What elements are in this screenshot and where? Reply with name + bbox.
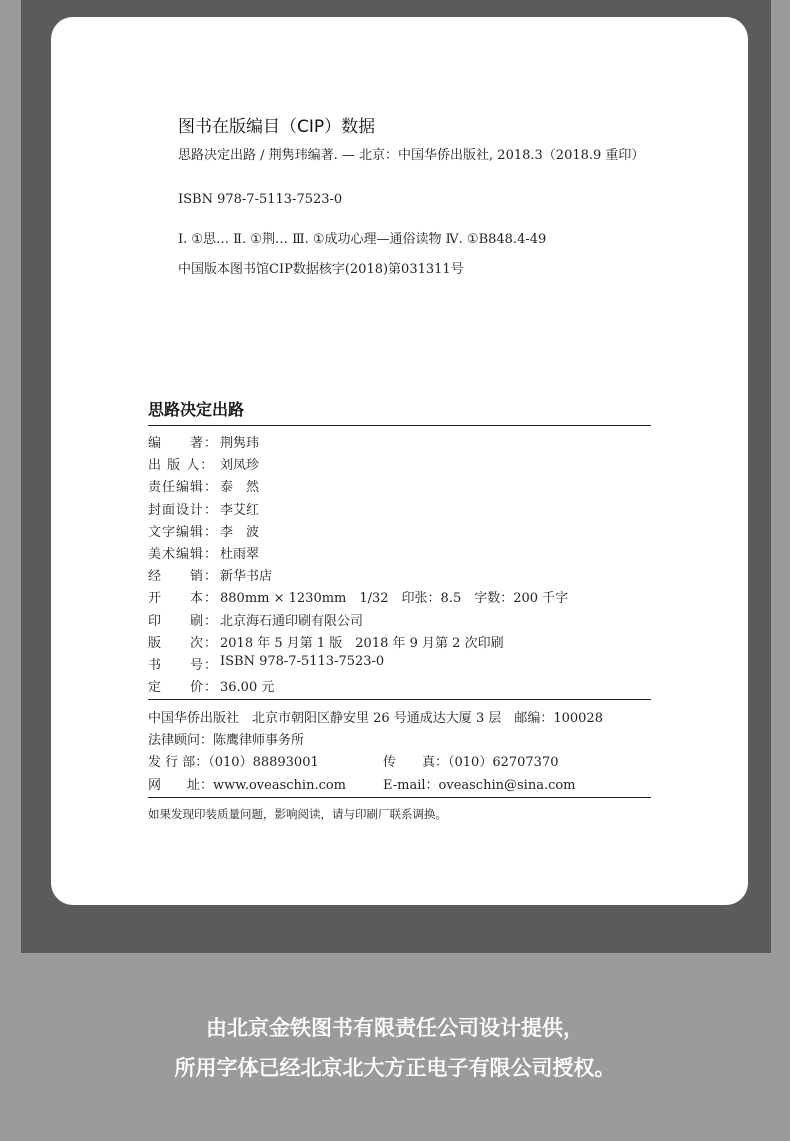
book-info-label: 责任编辑： (148, 480, 219, 496)
book-info-row (148, 587, 568, 606)
book-info-value: 36.00 元 (220, 680, 275, 696)
book-info-row (148, 565, 272, 584)
credit-line-2: 所用字体已经北京北大方正电子有限公司授权。 (174, 1055, 616, 1080)
cip-heading: 图书在版编目（CIP）数据 (178, 117, 376, 137)
book-info-row (148, 676, 274, 695)
quality-notice: 如果发现印装质量问题，影响阅读，请与印刷厂联系调换。 (148, 807, 447, 821)
divider-middle (148, 699, 651, 700)
book-info-value: 荆隽玮 (220, 436, 260, 451)
book-info-label: 编 著： (148, 436, 219, 451)
cip-classification: Ⅰ. ①思… Ⅱ. ①荆… Ⅲ. ①成功心理—通俗读物 Ⅳ. ①B848.4-49 (178, 232, 547, 247)
website: 网 址：www.oveaschin.com (148, 778, 347, 793)
book-info-row (148, 543, 259, 562)
book-info-value: 李艾红 (220, 502, 260, 518)
credit-line-1: 由北京金铁图书有限责任公司设计提供， (206, 1015, 584, 1040)
book-info-value: 2018 年 5 月第 1 版 2018 年 9 月第 2 次印刷 (220, 635, 504, 651)
book-info-label: 定 价： (148, 680, 219, 696)
book-info-value: 泰 然 (220, 480, 260, 496)
sales-department: 发 行 部：（010）88893001 (148, 755, 319, 770)
book-info-row (148, 610, 363, 629)
cip-record: 中国版本图书馆CIP数据核字(2018)第031311号 (178, 262, 464, 277)
book-info-row (148, 476, 259, 495)
book-info-value: 880mm × 1230mm 1/32 印张：8.5 字数：200 千字 (220, 591, 569, 607)
book-info-row (148, 454, 259, 473)
cip-entry (148, 147, 653, 165)
book-info-label: 书 号： (148, 658, 219, 673)
book-info-value: ISBN 978-7-5113-7523-0 (220, 654, 385, 669)
book-info-label: 印 刷： (148, 613, 219, 629)
book-info-label: 版 次： (148, 635, 219, 651)
publisher-address: 中国华侨出版社 北京市朝阳区静安里 26 号通成达大厦 3 层 邮编：100028 (148, 711, 603, 726)
book-title: 思路决定出路 (148, 400, 245, 419)
divider-bottom (148, 797, 651, 798)
fax: 传 真：（010）62707370 (383, 755, 559, 770)
book-info-value: 新华书店 (220, 569, 273, 585)
book-info-label: 开 本： (148, 591, 219, 607)
book-info-label: 封面设计： (148, 502, 219, 518)
book-info-value: 北京海石通印刷有限公司 (220, 613, 364, 629)
book-info-row (148, 632, 504, 651)
divider-top (148, 425, 651, 426)
book-info-row (148, 432, 259, 451)
book-info-value: 杜雨翠 (220, 547, 260, 562)
book-info-value: 刘凤珍 (220, 458, 260, 474)
book-info-row (148, 521, 259, 540)
book-info-label: 经 销： (148, 569, 219, 585)
book-info-row (148, 499, 259, 518)
book-info-label: 文字编辑： (148, 524, 219, 540)
email: E-mail：oveaschin@sina.com (383, 778, 576, 793)
cip-entry-start: 思路决定出路 / 荆隽玮编著. — 北京：中国华侨出版社, 2018.3（2018.9 (178, 148, 602, 163)
book-info-row (148, 654, 384, 673)
legal-counsel: 法律顾问：陈鹰律师事务所 (148, 733, 305, 748)
book-info-label: 美术编辑： (148, 547, 219, 562)
cip-entry-end: 重印） (605, 148, 645, 163)
book-info-label: 出 版 人： (148, 458, 215, 474)
cip-isbn: ISBN 978-7-5113-7523-0 (178, 192, 343, 207)
book-info-value: 李 波 (220, 524, 260, 540)
